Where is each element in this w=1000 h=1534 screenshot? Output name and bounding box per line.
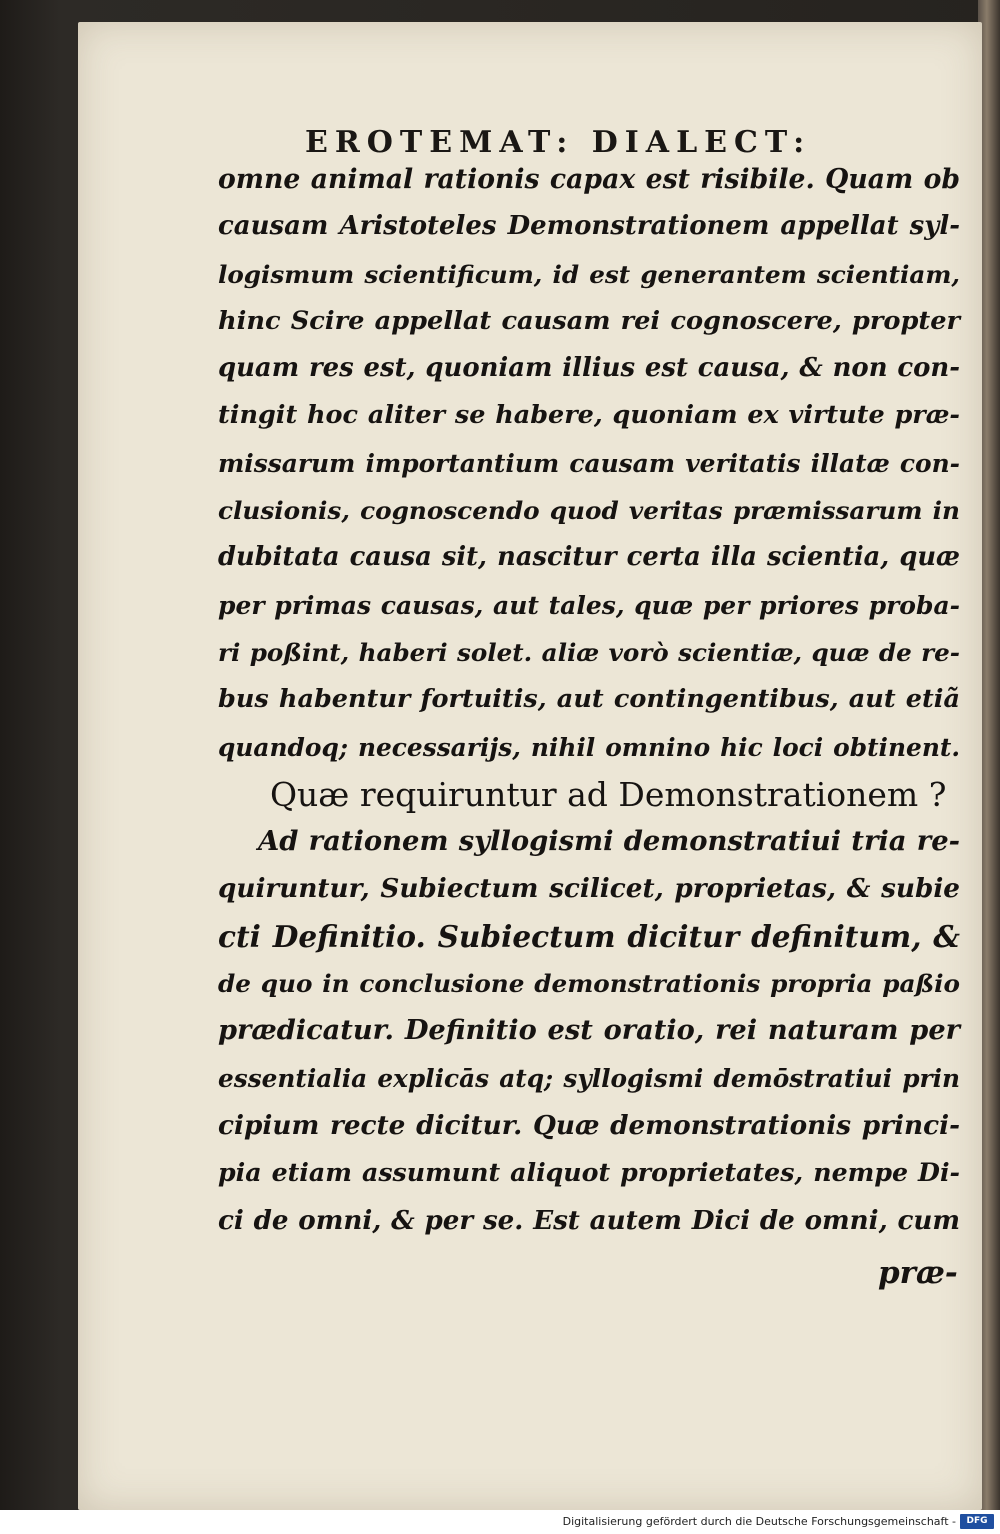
- running-header: EROTEMAT: DIALECT:: [305, 125, 812, 160]
- text-line: prædicatur. Definitio est oratio, rei naturam per: [218, 1014, 960, 1047]
- text-line: dubitata causa sit, nascitur certa illa scientia, quæ: [218, 542, 960, 573]
- question-heading: Quæ requiruntur ad Demonstrationem ?: [270, 774, 947, 814]
- text-line: logismum scientificum, id est generantem scientiam,: [218, 259, 960, 289]
- text-line: quandoq; necessarijs, nihil omnino hic loci obtinent.: [218, 732, 960, 762]
- text-line: omne animal rationis capax est risibile. Quam ob: [218, 164, 960, 195]
- text-line: causam Aristoteles Demonstrationem appellat syl-: [218, 211, 960, 242]
- text-line: bus habentur fortuitis, aut contingentibus, aut etiã: [218, 684, 960, 715]
- funding-notice: Digitalisierung gefördert durch die Deutsche Forschungsgemeinschaft -: [562, 1515, 956, 1528]
- text-line: essentialia explicās atq; syllogismi demōstratiui prin: [218, 1063, 960, 1093]
- text-line: clusionis, cognoscendo quod veritas præmissarum in: [218, 496, 960, 526]
- footer-bar: [0, 1510, 1000, 1534]
- text-line: cipium recte dicitur. Quæ demonstrationis princi-: [218, 1109, 960, 1141]
- text-line: missarum importantium causam veritatis illatæ con-: [218, 448, 960, 478]
- dfg-logo-icon: DFG: [960, 1514, 994, 1529]
- text-line: pia etiam assumunt aliquot proprietates, nempe Di-: [218, 1157, 960, 1188]
- text-line: tingit hoc aliter se habere, quoniam ex virtute præ-: [218, 400, 960, 431]
- text-line: Ad rationem syllogismi demonstratiui tria re-: [258, 825, 960, 858]
- text-line: de quo in conclusione demonstrationis propria paßio: [218, 969, 960, 999]
- text-line: hinc Scire appellat causam rei cognoscere, propter: [218, 305, 960, 336]
- catchword: præ-: [878, 1255, 958, 1291]
- page-body: [218, 156, 960, 1244]
- text-line: per primas causas, aut tales, quæ per priores proba-: [218, 590, 960, 620]
- text-line: quam res est, quoniam illius est causa, & non con-: [218, 353, 960, 384]
- text-line: cti Definitio. Subiectum dicitur definitum, &: [218, 918, 960, 954]
- text-line: ci de omni, & per se. Est autem Dici de omni, cum: [218, 1204, 960, 1236]
- text-line: ri poßint, haberi solet. aliæ vorò scientiæ, quæ de re-: [218, 637, 960, 667]
- text-line: quiruntur, Subiectum scilicet, proprietas, & subie: [218, 873, 960, 905]
